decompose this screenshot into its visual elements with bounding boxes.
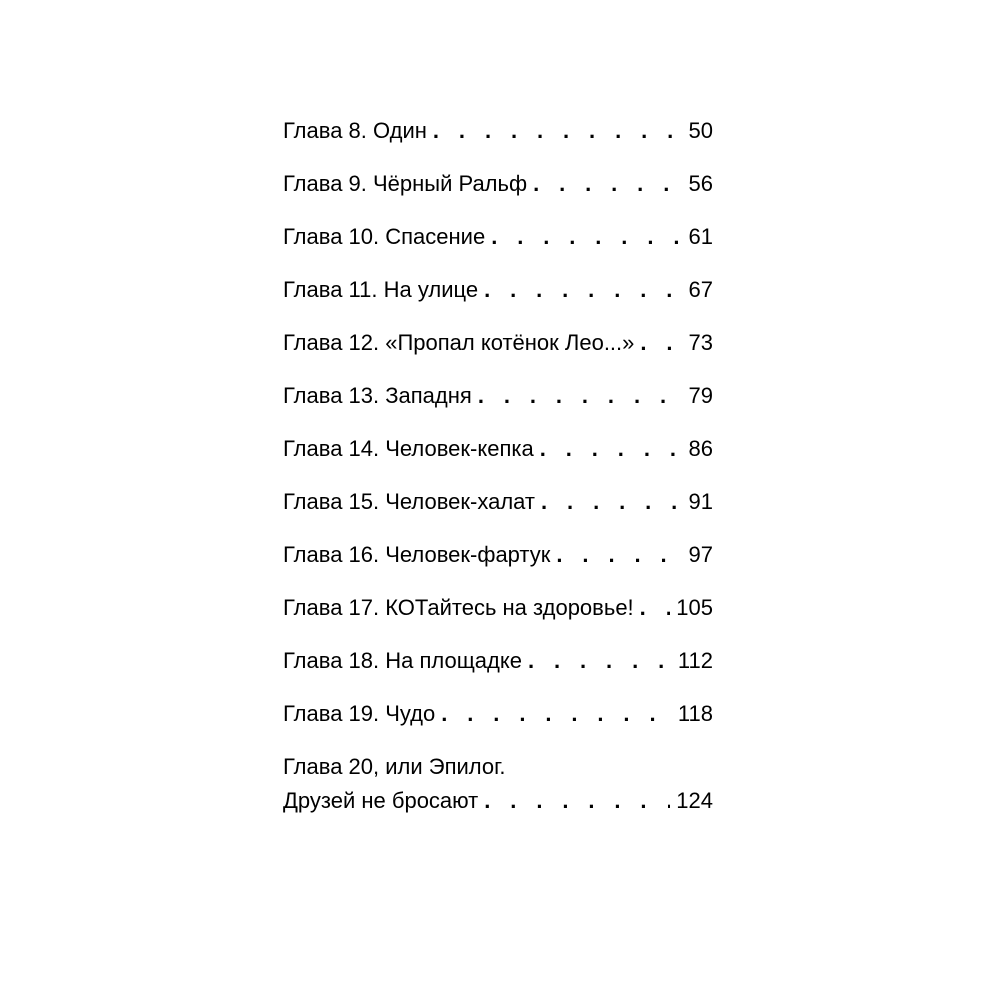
toc-entry bbox=[283, 224, 713, 250]
dot-leader bbox=[640, 330, 682, 356]
dot-leader bbox=[484, 788, 670, 814]
page-number: 105 bbox=[676, 595, 713, 620]
dot-leader bbox=[540, 436, 683, 462]
chapter-title: Глава 14. Человек-кепка bbox=[283, 436, 534, 461]
dot-leader bbox=[528, 648, 672, 674]
toc-entry bbox=[283, 542, 713, 568]
page-number: 56 bbox=[688, 171, 713, 196]
page-number: 50 bbox=[688, 118, 713, 143]
page-number: 67 bbox=[688, 277, 713, 302]
chapter-title-line1: Глава 20, или Эпилог. bbox=[283, 754, 506, 779]
chapter-title: Глава 8. Один bbox=[283, 118, 427, 143]
toc-entry bbox=[283, 277, 713, 303]
toc-entry bbox=[283, 595, 713, 621]
toc-entry bbox=[283, 383, 713, 409]
toc-entry bbox=[283, 171, 713, 197]
chapter-title: Глава 16. Человек-фартук bbox=[283, 542, 551, 567]
toc-entry bbox=[283, 648, 713, 674]
table-of-contents bbox=[283, 0, 713, 1000]
chapter-title: Друзей не бросают bbox=[283, 788, 479, 813]
dot-leader bbox=[491, 224, 682, 250]
chapter-title: Глава 10. Спасение bbox=[283, 224, 486, 249]
toc-entry bbox=[283, 330, 713, 356]
page-number: 91 bbox=[688, 489, 713, 514]
toc-entry bbox=[283, 754, 713, 814]
toc-entry bbox=[283, 436, 713, 462]
chapter-title: Глава 17. КОТайтесь на здоровье! bbox=[283, 595, 634, 620]
chapter-title: Глава 11. На улице bbox=[283, 277, 479, 302]
page-number: 112 bbox=[677, 648, 713, 673]
page-number: 73 bbox=[688, 330, 713, 355]
dot-leader bbox=[533, 171, 682, 197]
toc-entry bbox=[283, 118, 713, 144]
chapter-title: Глава 13. Западня bbox=[283, 383, 472, 408]
page-number: 79 bbox=[688, 383, 713, 408]
page-number: 124 bbox=[676, 788, 713, 813]
page-number: 118 bbox=[677, 701, 713, 726]
dot-leader bbox=[556, 542, 682, 568]
dot-leader bbox=[433, 118, 683, 144]
page-number: 86 bbox=[688, 436, 713, 461]
chapter-title: Глава 15. Человек-халат bbox=[283, 489, 536, 514]
dot-leader bbox=[484, 277, 682, 303]
chapter-title: Глава 19. Чудо bbox=[283, 701, 436, 726]
chapter-title: Глава 12. «Пропал котёнок Лео...» bbox=[283, 330, 635, 355]
chapter-title: Глава 9. Чёрный Ральф bbox=[283, 171, 528, 196]
dot-leader bbox=[640, 595, 671, 621]
chapter-title: Глава 18. На площадке bbox=[283, 648, 522, 673]
page-number: 97 bbox=[688, 542, 713, 567]
page-number: 61 bbox=[688, 224, 713, 249]
dot-leader bbox=[541, 489, 683, 515]
dot-leader bbox=[441, 701, 672, 727]
dot-leader bbox=[478, 383, 683, 409]
toc-entry bbox=[283, 701, 713, 727]
toc-entry bbox=[283, 489, 713, 515]
